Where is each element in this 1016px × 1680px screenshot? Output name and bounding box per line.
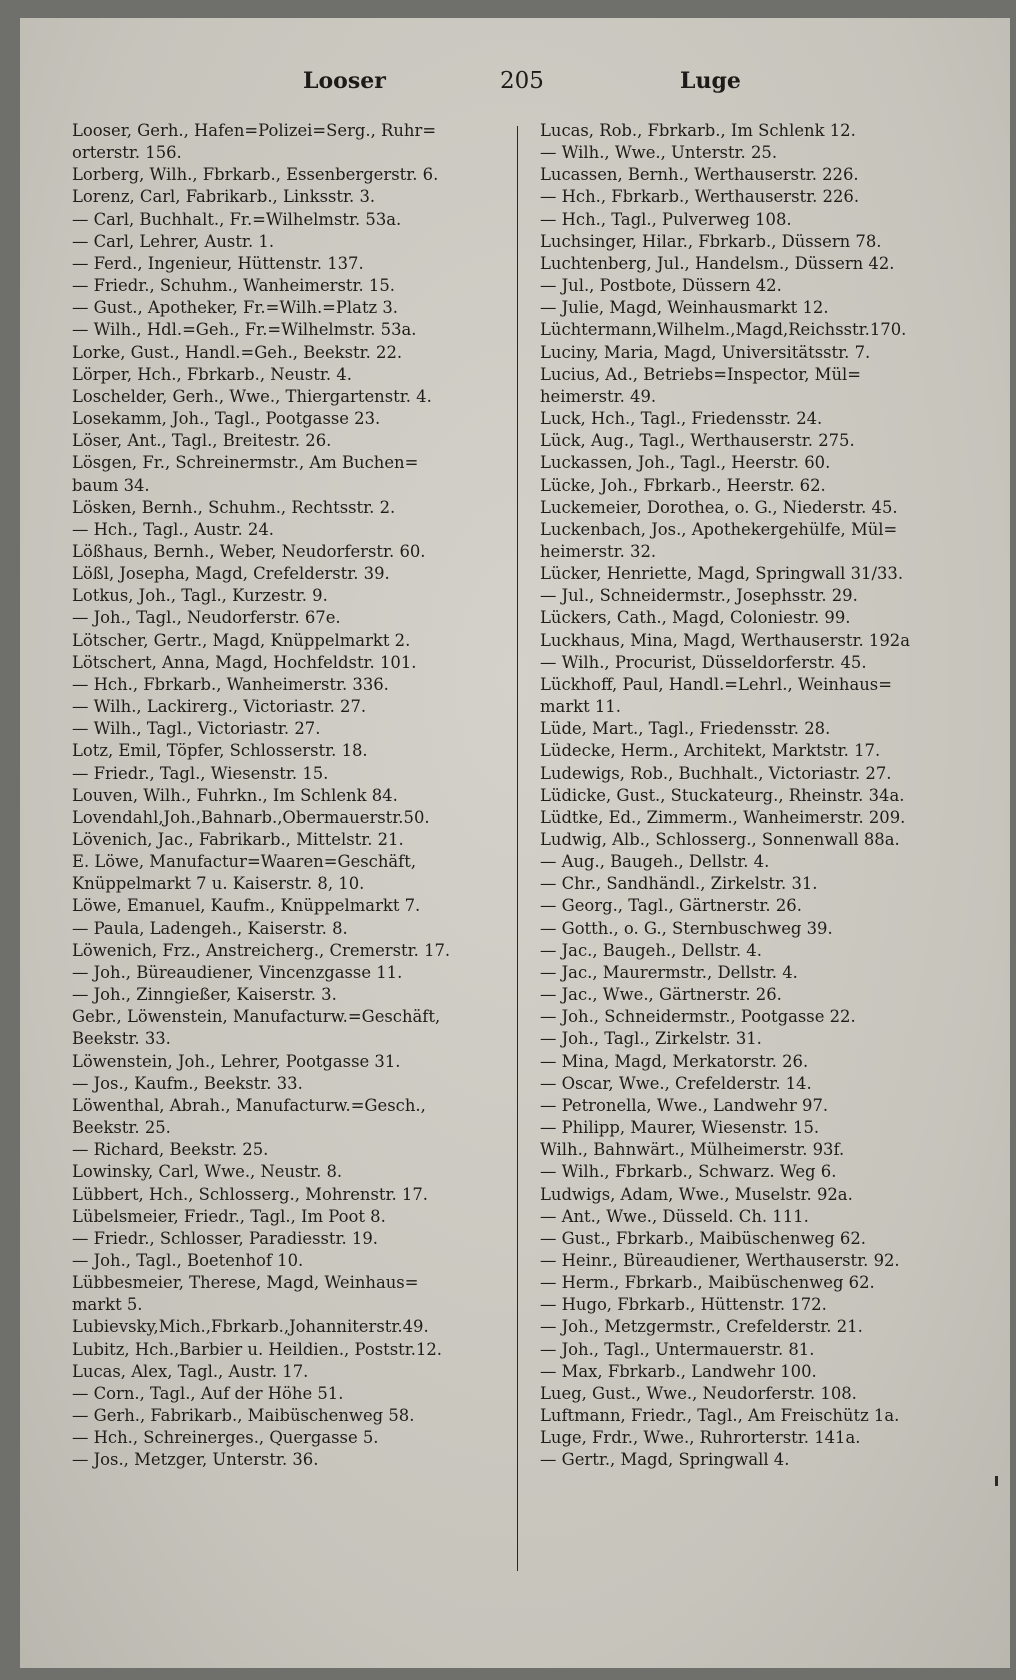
directory-entry [540, 563, 990, 585]
entry-line: — Gerh., Fabrikarb., Maibüschenweg 58. [72, 1406, 415, 1426]
directory-entry [540, 807, 990, 829]
entry-line: — Gust., Fbrkarb., Maibüschenweg 62. [540, 1228, 866, 1248]
entry-line: Lorke, Gust., Handl.=Geh., Beekstr. 22. [72, 342, 403, 362]
directory-entry [540, 1139, 990, 1161]
directory-entry [540, 519, 990, 563]
entry-line: — Gust., Apotheker, Fr.=Wilh.=Platz 3. [72, 298, 399, 318]
directory-entry [540, 1383, 990, 1405]
entry-line: — Jul., Schneidermstr., Josephsstr. 29. [540, 586, 858, 606]
entry-line: — Paula, Ladengeh., Kaiserstr. 8. [72, 918, 348, 938]
directory-entry [540, 940, 990, 962]
entry-line: Ludwig, Alb., Schlosserg., Sonnenwall 88a. [540, 830, 900, 849]
entry-line: Lotz, Emil, Töpfer, Schlosserstr. 18. [72, 741, 368, 761]
entry-line: — Richard, Beekstr. 25. [72, 1140, 269, 1160]
directory-entry [72, 342, 502, 364]
directory-entry [72, 1449, 502, 1471]
directory-entry [540, 740, 990, 762]
entry-line: — Joh., Tagl., Zirkelstr. 31. [540, 1029, 762, 1049]
directory-entry [540, 209, 990, 231]
entry-line: — Friedr., Schuhm., Wanheimerstr. 15. [72, 276, 395, 296]
entry-line: — Jac., Maurermstr., Dellstr. 4. [540, 962, 798, 982]
entry-line: Lößhaus, Bernh., Weber, Neudorferstr. 60. [72, 541, 426, 561]
directory-entry [540, 1073, 990, 1095]
entry-line: Lücke, Joh., Fbrkarb., Heerstr. 62. [540, 475, 826, 495]
directory-entry [540, 1250, 990, 1272]
entry-line: Lucassen, Bernh., Werthauserstr. 226. [540, 165, 859, 185]
entry-line: Luckhaus, Mina, Magd, Werthauserstr. 192a [540, 630, 910, 650]
column-divider [517, 126, 518, 1571]
directory-entry [72, 563, 502, 585]
entry-line: — Friedr., Schlosser, Paradiesstr. 19. [72, 1228, 378, 1248]
directory-entry [540, 829, 990, 851]
entry-line: Lowinsky, Carl, Wwe., Neustr. 8. [72, 1162, 343, 1182]
directory-entry [540, 186, 990, 208]
entry-line: Luchsinger, Hilar., Fbrkarb., Düssern 78. [540, 231, 882, 251]
entry-line: Löwenthal, Abrah., Manufacturw.=Gesch., [72, 1095, 426, 1115]
directory-entry [72, 1206, 502, 1228]
directory-entry [72, 1006, 502, 1050]
entry-line: — Jos., Metzger, Unterstr. 36. [72, 1450, 319, 1470]
directory-entry [540, 873, 990, 895]
entry-line: — Gotth., o. G., Sternbuschweg 39. [540, 918, 833, 938]
directory-entry [540, 1161, 990, 1183]
entry-line: Lücker, Henriette, Magd, Springwall 31/33. [540, 564, 904, 584]
directory-entry [540, 497, 990, 519]
directory-entry [72, 253, 502, 275]
directory-entry [72, 1095, 502, 1139]
entry-line: Lübbesmeier, Therese, Magd, Weinhaus= [72, 1273, 419, 1293]
entry-continuation: Beekstr. 33. [72, 1029, 171, 1049]
directory-entry [540, 1427, 990, 1449]
directory-entry [72, 895, 502, 917]
entry-line: Lovendahl,Joh.,Bahnarb.,Obermauerstr.50. [72, 807, 430, 827]
entry-line: — Aug., Baugeh., Dellstr. 4. [540, 852, 770, 872]
entry-line: Lucas, Rob., Fbrkarb., Im Schlenk 12. [540, 121, 856, 140]
directory-entry [540, 1117, 990, 1139]
left-column [72, 120, 502, 1472]
entry-line: Luckassen, Joh., Tagl., Heerstr. 60. [540, 453, 831, 473]
entry-continuation: heimerstr. 32. [540, 541, 657, 561]
directory-entry [72, 541, 502, 563]
entry-line: Wilh., Bahnwärt., Mülheimerstr. 93f. [540, 1140, 845, 1160]
directory-entry [72, 1073, 502, 1095]
entry-line: Luftmann, Friedr., Tagl., Am Freischütz 1a. [540, 1406, 900, 1426]
directory-entry [72, 319, 502, 341]
directory-entry [540, 1228, 990, 1250]
entry-line: — Joh., Tagl., Neudorferstr. 67e. [72, 608, 341, 628]
directory-entry [540, 1051, 990, 1073]
entry-line: Lösken, Bernh., Schuhm., Rechtsstr. 2. [72, 497, 396, 517]
directory-entry [72, 1228, 502, 1250]
directory-entry [72, 1272, 502, 1316]
entry-line: Loschelder, Gerh., Wwe., Thiergartenstr. 4. [72, 386, 432, 406]
directory-entry [540, 1206, 990, 1228]
directory-entry [540, 962, 990, 984]
entry-continuation: markt 11. [540, 697, 621, 717]
directory-entry [540, 785, 990, 807]
directory-entry [540, 1449, 990, 1471]
directory-entry [72, 164, 502, 186]
entry-line: Lübbert, Hch., Schlosserg., Mohrenstr. 17. [72, 1184, 428, 1204]
directory-entry [540, 1184, 990, 1206]
entry-line: Lorberg, Wilh., Fbrkarb., Essenbergerstr. 6. [72, 165, 439, 185]
entry-line: — Max, Fbrkarb., Landwehr 100. [540, 1361, 817, 1381]
directory-entry [72, 430, 502, 452]
header-left-keyword: Looser [303, 68, 386, 94]
entry-line: — Wilh., Lackirerg., Victoriastr. 27. [72, 697, 367, 717]
entry-line: — Joh., Tagl., Untermauerstr. 81. [540, 1339, 815, 1359]
entry-line: — Chr., Sandhändl., Zirkelstr. 31. [540, 874, 818, 894]
directory-entry [540, 142, 990, 164]
entry-line: Lötschert, Anna, Magd, Hochfeldstr. 101. [72, 652, 417, 672]
entry-line: — Wilh., Hdl.=Geh., Fr.=Wilhelmstr. 53a. [72, 320, 417, 340]
directory-entry [72, 452, 502, 496]
directory-entry [540, 430, 990, 452]
entry-line: Lückers, Cath., Magd, Coloniestr. 99. [540, 608, 851, 628]
directory-entry [540, 718, 990, 740]
entry-line: Lück, Aug., Tagl., Werthauserstr. 275. [540, 431, 855, 451]
entry-line: Luciny, Maria, Magd, Universitätsstr. 7. [540, 342, 871, 362]
entry-line: — Carl, Lehrer, Austr. 1. [72, 231, 275, 251]
directory-entry [540, 164, 990, 186]
directory-entry [540, 475, 990, 497]
directory-entry [540, 342, 990, 364]
directory-entry [72, 1139, 502, 1161]
directory-entry [72, 297, 502, 319]
directory-entry [540, 120, 990, 142]
directory-entry [72, 607, 502, 629]
directory-entry [72, 740, 502, 762]
entry-line: — Hch., Fbrkarb., Wanheimerstr. 336. [72, 674, 389, 694]
entry-line: Luchtenberg, Jul., Handelsm., Düssern 42. [540, 253, 895, 273]
entry-line: — Joh., Zinngießer, Kaiserstr. 3. [72, 985, 337, 1005]
entry-line: Looser, Gerh., Hafen=Polizei=Serg., Ruhr= [72, 121, 437, 140]
entry-line: Lotkus, Joh., Tagl., Kurzestr. 9. [72, 586, 328, 606]
entry-line: Lößl, Josepha, Magd, Crefelderstr. 39. [72, 564, 390, 584]
entry-line: — Hch., Tagl., Austr. 24. [72, 519, 274, 539]
directory-entry [72, 585, 502, 607]
directory-entry [540, 275, 990, 297]
entry-line: — Joh., Schneidermstr., Pootgasse 22. [540, 1007, 856, 1027]
directory-entry [72, 1161, 502, 1183]
directory-entry [72, 918, 502, 940]
entry-line: Lübelsmeier, Friedr., Tagl., Im Poot 8. [72, 1206, 386, 1226]
directory-entry [72, 519, 502, 541]
directory-entry [72, 1250, 502, 1272]
entry-line: Lörper, Hch., Fbrkarb., Neustr. 4. [72, 364, 352, 384]
entry-line: Lövenich, Jac., Fabrikarb., Mittelstr. 21. [72, 830, 404, 849]
entry-continuation: orterstr. 156. [72, 143, 182, 163]
entry-continuation: Knüppelmarkt 7 u. Kaiserstr. 8, 10. [72, 874, 365, 894]
entry-line: Lüdecke, Herm., Architekt, Marktstr. 17. [540, 741, 881, 761]
directory-entry [72, 120, 502, 164]
entry-line: — Hch., Fbrkarb., Werthauserstr. 226. [540, 187, 860, 207]
directory-entry [72, 1361, 502, 1383]
entry-line: — Petronella, Wwe., Landwehr 97. [540, 1095, 829, 1115]
directory-entry [72, 1383, 502, 1405]
directory-entry [72, 386, 502, 408]
entry-continuation: Beekstr. 25. [72, 1118, 171, 1138]
entry-continuation: baum 34. [72, 475, 150, 495]
directory-entry [540, 364, 990, 408]
directory-entry [540, 630, 990, 652]
entry-line: Ludwigs, Adam, Wwe., Muselstr. 92a. [540, 1184, 853, 1204]
directory-entry [72, 962, 502, 984]
directory-entry [72, 186, 502, 208]
entry-line: — Hch., Tagl., Pulverweg 108. [540, 209, 792, 229]
entry-line: Löwe, Emanuel, Kaufm., Knüppelmarkt 7. [72, 896, 421, 916]
entry-line: — Joh., Büreaudiener, Vincenzgasse 11. [72, 962, 403, 982]
entry-line: Lucas, Alex, Tagl., Austr. 17. [72, 1361, 309, 1381]
directory-entry [540, 1294, 990, 1316]
directory-entry [72, 718, 502, 740]
directory-entry [72, 652, 502, 674]
entry-line: Lüdicke, Gust., Stuckateurg., Rheinstr. 34a. [540, 785, 905, 805]
directory-entry [540, 607, 990, 629]
entry-line: — Philipp, Maurer, Wiesenstr. 15. [540, 1118, 820, 1138]
entry-line: Lucius, Ad., Betriebs=Inspector, Mül= [540, 364, 861, 384]
directory-entry [72, 630, 502, 652]
entry-line: — Wilh., Procurist, Düsseldorferstr. 45. [540, 652, 867, 672]
entry-line: — Hch., Schreinerges., Quergasse 5. [72, 1428, 379, 1448]
directory-entry [72, 1427, 502, 1449]
entry-line: Lösgen, Fr., Schreinermstr., Am Buchen= [72, 453, 419, 473]
directory-entry [540, 1095, 990, 1117]
entry-line: — Corn., Tagl., Auf der Höhe 51. [72, 1383, 344, 1403]
entry-line: Lötscher, Gertr., Magd, Knüppelmarkt 2. [72, 630, 411, 650]
directory-entry [540, 918, 990, 940]
directory-entry [72, 497, 502, 519]
entry-line: Löwenich, Frz., Anstreicherg., Cremerstr. 17. [72, 940, 451, 960]
directory-entry [540, 1361, 990, 1383]
entry-line: — Joh., Metzgermstr., Crefelderstr. 21. [540, 1317, 863, 1337]
entry-line: E. Löwe, Manufactur=Waaren=Geschäft, [72, 852, 417, 872]
directory-entry [540, 452, 990, 474]
entry-line: — Wilh., Tagl., Victoriastr. 27. [72, 719, 321, 739]
entry-line: — Jul., Postbote, Düssern 42. [540, 276, 782, 296]
directory-page [20, 18, 1010, 1668]
right-column [540, 120, 990, 1472]
entry-line: — Joh., Tagl., Boetenhof 10. [72, 1250, 304, 1270]
entry-line: — Ant., Wwe., Düsseld. Ch. 111. [540, 1206, 809, 1226]
entry-line: Gebr., Löwenstein, Manufacturw.=Geschäft, [72, 1007, 441, 1027]
entry-line: — Julie, Magd, Weinhausmarkt 12. [540, 298, 829, 318]
entry-line: — Oscar, Wwe., Crefelderstr. 14. [540, 1073, 812, 1093]
directory-entry [72, 785, 502, 807]
entry-line: — Gertr., Magd, Springwall 4. [540, 1450, 790, 1470]
directory-entry [540, 1028, 990, 1050]
directory-entry [540, 253, 990, 275]
directory-entry [540, 319, 990, 341]
directory-entry [72, 1051, 502, 1073]
entry-line: Lorenz, Carl, Fabrikarb., Linksstr. 3. [72, 187, 376, 207]
margin-mark [995, 1476, 998, 1486]
directory-entry [540, 408, 990, 430]
entry-line: Losekamm, Joh., Tagl., Pootgasse 23. [72, 409, 381, 429]
entry-line: Lückhoff, Paul, Handl.=Lehrl., Weinhaus= [540, 674, 892, 694]
directory-entry [540, 895, 990, 917]
entry-line: Louven, Wilh., Fuhrkn., Im Schlenk 84. [72, 785, 398, 805]
entry-line: — Carl, Buchhalt., Fr.=Wilhelmstr. 53a. [72, 209, 402, 229]
directory-entry [540, 1006, 990, 1028]
entry-continuation: heimerstr. 49. [540, 386, 657, 406]
directory-entry [72, 408, 502, 430]
directory-entry [540, 851, 990, 873]
directory-entry [72, 1184, 502, 1206]
directory-entry [540, 1405, 990, 1427]
entry-line: — Hugo, Fbrkarb., Hüttenstr. 172. [540, 1295, 827, 1315]
entry-line: Löser, Ant., Tagl., Breitestr. 26. [72, 431, 332, 451]
directory-entry [72, 231, 502, 253]
header-right-keyword: Luge [680, 68, 741, 94]
directory-entry [72, 1316, 502, 1338]
entry-line: — Friedr., Tagl., Wiesenstr. 15. [72, 763, 329, 783]
entry-line: Lubievsky,Mich.,Fbrkarb.,Johanniterstr.49. [72, 1317, 429, 1337]
entry-line: — Georg., Tagl., Gärtnerstr. 26. [540, 896, 802, 916]
entry-line: Luckemeier, Dorothea, o. G., Niederstr. 45. [540, 497, 898, 517]
entry-line: — Jac., Wwe., Gärtnerstr. 26. [540, 985, 782, 1005]
directory-entry [72, 940, 502, 962]
entry-line: — Mina, Magd, Merkatorstr. 26. [540, 1051, 809, 1071]
entry-line: Ludewigs, Rob., Buchhalt., Victoriastr. 27. [540, 763, 892, 783]
directory-entry [72, 674, 502, 696]
directory-entry [72, 275, 502, 297]
entry-line: — Wilh., Wwe., Unterstr. 25. [540, 143, 778, 163]
directory-entry [540, 674, 990, 718]
entry-line: — Heinr., Büreaudiener, Werthauserstr. 92. [540, 1250, 900, 1270]
entry-continuation: markt 5. [72, 1295, 143, 1315]
directory-entry [540, 231, 990, 253]
directory-entry [72, 1405, 502, 1427]
directory-entry [540, 1316, 990, 1338]
entry-line: Lüchtermann,Wilhelm.,Magd,Reichsstr.170. [540, 320, 907, 340]
directory-entry [540, 297, 990, 319]
entry-line: Löwenstein, Joh., Lehrer, Pootgasse 31. [72, 1051, 401, 1071]
directory-entry [72, 807, 502, 829]
entry-line: — Herm., Fbrkarb., Maibüschenweg 62. [540, 1273, 875, 1293]
entry-line: Luge, Frdr., Wwe., Ruhrorterstr. 141a. [540, 1428, 861, 1448]
entry-line: Lubitz, Hch.,Barbier u. Heildien., Poststr.12. [72, 1339, 443, 1359]
entry-line: Lüdtke, Ed., Zimmerm., Wanheimerstr. 209. [540, 807, 906, 827]
entry-line: Lueg, Gust., Wwe., Neudorferstr. 108. [540, 1383, 857, 1403]
entry-line: Luckenbach, Jos., Apothekergehülfe, Mül= [540, 519, 898, 539]
entry-line: Lüde, Mart., Tagl., Friedensstr. 28. [540, 719, 831, 739]
directory-entry [72, 696, 502, 718]
entry-line: — Jac., Baugeh., Dellstr. 4. [540, 940, 762, 960]
directory-entry [72, 763, 502, 785]
directory-entry [72, 984, 502, 1006]
directory-entry [540, 1339, 990, 1361]
directory-entry [72, 829, 502, 851]
entry-line: Luck, Hch., Tagl., Friedensstr. 24. [540, 409, 823, 429]
entry-line: — Ferd., Ingenieur, Hüttenstr. 137. [72, 253, 364, 273]
directory-entry [540, 585, 990, 607]
directory-entry [72, 1339, 502, 1361]
directory-entry [540, 984, 990, 1006]
directory-entry [72, 364, 502, 386]
directory-entry [540, 763, 990, 785]
entry-line: — Wilh., Fbrkarb., Schwarz. Weg 6. [540, 1162, 837, 1182]
page-number: 205 [500, 68, 544, 94]
directory-entry [72, 209, 502, 231]
page-header [20, 60, 1010, 100]
directory-entry [540, 1272, 990, 1294]
directory-entry [540, 652, 990, 674]
entry-line: — Jos., Kaufm., Beekstr. 33. [72, 1073, 303, 1093]
directory-entry [72, 851, 502, 895]
